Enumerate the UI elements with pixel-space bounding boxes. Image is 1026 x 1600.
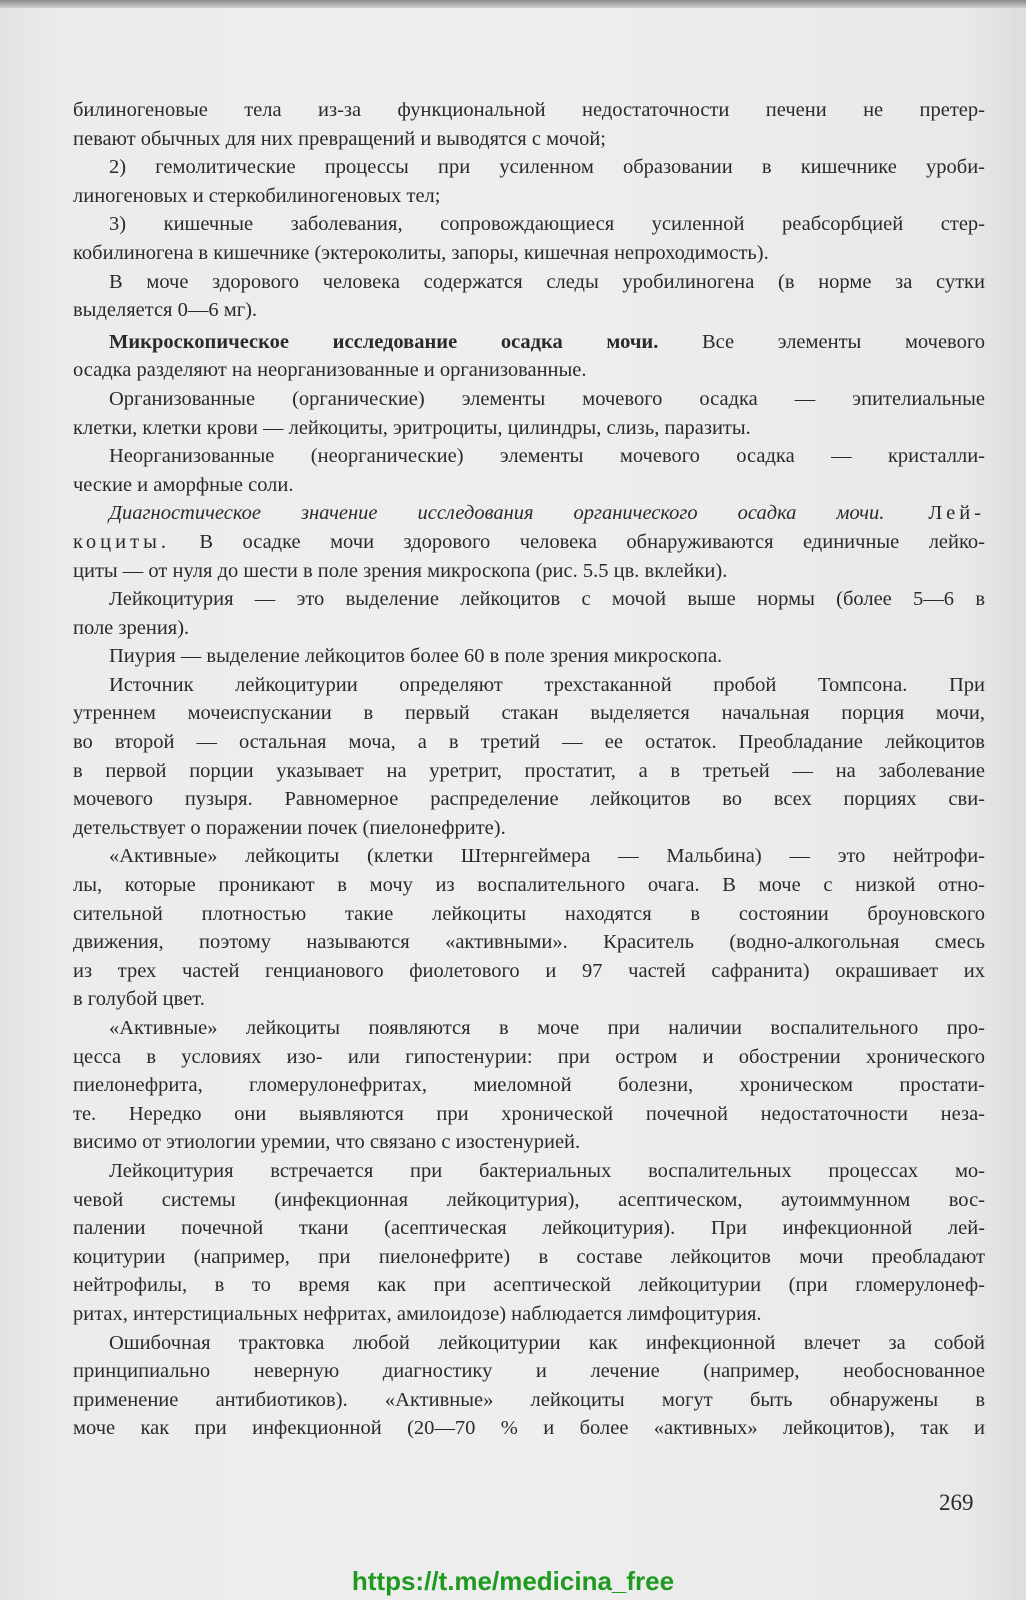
text-run: Лей- xyxy=(884,502,985,525)
text-line: висимо от этиологии уремии, что связано с изостенурией. xyxy=(73,1131,581,1154)
text-line: моче как при инфекционной (20—70 % и более «активных» лейкоцитов), так и xyxy=(73,1417,985,1440)
text-line: детельствует о поражении почек (пиелонефрите). xyxy=(73,816,506,839)
text-line: коцитурии (например, при пиелонефрите) в составе лейкоцитов мочи преобладают xyxy=(73,1245,985,1268)
text-line: билиногеновые тела из-за функциональной недостаточности печени не претер- xyxy=(73,99,985,121)
text-line: в голубой цвет. xyxy=(73,988,205,1011)
text-line: принципиально неверную диагностику и лечение (например, необоснованное xyxy=(73,1360,985,1383)
text-line: Пиурия — выделение лейкоцитов более 60 в поле зрения микроскопа. xyxy=(109,645,723,668)
text-line: ритах, интерстициальных нефритах, амилоидозе) наблюдается лимфоцитурия. xyxy=(73,1302,762,1325)
text-line: Ошибочная трактовка любой лейкоцитурии как инфекционной влечет за собой xyxy=(109,1331,985,1354)
text-line: В моче здорового человека содержатся следы уробилиногена (в норме за сутки xyxy=(109,270,985,293)
text-line: кобилиногена в кишечнике (эктероколиты, запоры, кишечная непроходимость). xyxy=(73,241,769,264)
text-line xyxy=(73,528,985,557)
text-run: В осадке мочи здорового человека обнаруживаются единичные лейко- xyxy=(169,530,985,553)
text-line: «Активные» лейкоциты появляются в моче при наличии воспалительного про- xyxy=(109,1017,985,1039)
text-run: Диагностическое значение исследования органического осадка мочи. xyxy=(109,502,885,525)
text-run: Микроскопическое исследование осадка мочи. xyxy=(109,330,659,353)
text-line: 3) кишечные заболевания, сопровождающиеся усиленной реабсорбцией стер- xyxy=(109,213,985,236)
text-line: пиелонефрита, гломерулонефритах, миеломной болезни, хроническом простати- xyxy=(73,1074,985,1097)
text-line: сительной плотностью такие лейкоциты находятся в состоянии броуновского xyxy=(73,902,985,925)
text-line: «Активные» лейкоциты (клетки Штернгеймера — Мальбина) — это нейтрофи- xyxy=(109,845,985,868)
text-line: Источник лейкоцитурии определяют трехстаканной пробой Томпсона. При xyxy=(109,673,985,696)
text-line: циты — от нуля до шести в поле зрения микроскопа (рис. 5.5 цв. вклейки). xyxy=(73,559,728,582)
text-line: клетки, клетки крови — лейкоциты, эритроциты, цилиндры, слизь, паразиты. xyxy=(73,416,751,439)
text-line: поле зрения). xyxy=(73,616,190,639)
text-line: из трех частей генцианового фиолетового и 97 частей сафранита) окрашивает их xyxy=(73,959,985,982)
body-text xyxy=(73,96,985,1443)
text-line: Лейкоцитурия встречается при бактериальных воспалительных процессах мо- xyxy=(109,1159,985,1182)
text-line: певают обычных для них превращений и выводятся с мочой; xyxy=(73,127,606,150)
text-line xyxy=(73,499,985,528)
page-top-edge xyxy=(0,0,1026,8)
text-line: Лейкоцитурия — это выделение лейкоцитов с мочой выше нормы (более 5—6 в xyxy=(109,588,985,611)
source-link[interactable]: https://t.me/medicina_free xyxy=(351,1566,675,1596)
text-line: в первой порции указывает на уретрит, простатит, а в третьей — на заболевание xyxy=(73,759,985,782)
text-line: осадка разделяют на неорганизованные и организованные. xyxy=(73,359,587,382)
text-line: те. Нередко они выявляются при хронической почечной недостаточности неза- xyxy=(73,1102,985,1125)
text-line xyxy=(73,328,985,357)
text-line: ческие и аморфные соли. xyxy=(73,473,294,496)
text-line: нейтрофилы, в то время как при асептической лейкоцитурии (при гломерулонеф- xyxy=(73,1274,985,1297)
text-line: во второй — остальная моча, а в третий — ее остаток. Преобладание лейкоцитов xyxy=(73,731,985,754)
text-line: 2) гемолитические процессы при усиленном образовании в кишечнике уроби- xyxy=(109,156,985,179)
text-line: движения, поэтому называются «активными». Краситель (водно-алкогольная смесь xyxy=(73,931,985,954)
text-line: цесса в условиях изо- или гипостенурии: при остром и обострении хронического xyxy=(73,1045,985,1068)
text-line: линогеновых и стеркобилиногеновых тел; xyxy=(73,184,441,207)
text-line: утреннем мочеиспускании в первый стакан выделяется начальная порция мочи, xyxy=(73,702,985,725)
text-line: применение антибиотиков). «Активные» лейкоциты могут быть обнаружены в xyxy=(73,1388,985,1411)
text-line: Организованные (органические) элементы мочевого осадка — эпителиальные xyxy=(109,387,985,410)
text-run: коциты. xyxy=(73,530,170,553)
text-line: лы, которые проникают в мочу из воспалительного очага. В моче с низкой отно- xyxy=(73,874,985,897)
text-line: выделяется 0—6 мг). xyxy=(73,299,258,322)
text-line: палении почечной ткани (асептическая лейкоцитурия). При инфекционной лей- xyxy=(73,1217,985,1240)
text-run: Все элементы мочевого xyxy=(658,330,985,353)
text-line: чевой системы (инфекционная лейкоцитурия), асептическом, аутоиммунном вос- xyxy=(73,1188,985,1211)
text-line: Неорганизованные (неорганические) элементы мочевого осадка — кристалли- xyxy=(109,445,985,468)
page-number: 269 xyxy=(939,1490,974,1515)
text-line: мочевого пузыря. Равномерное распределение лейкоцитов во всех порциях сви- xyxy=(73,788,985,811)
